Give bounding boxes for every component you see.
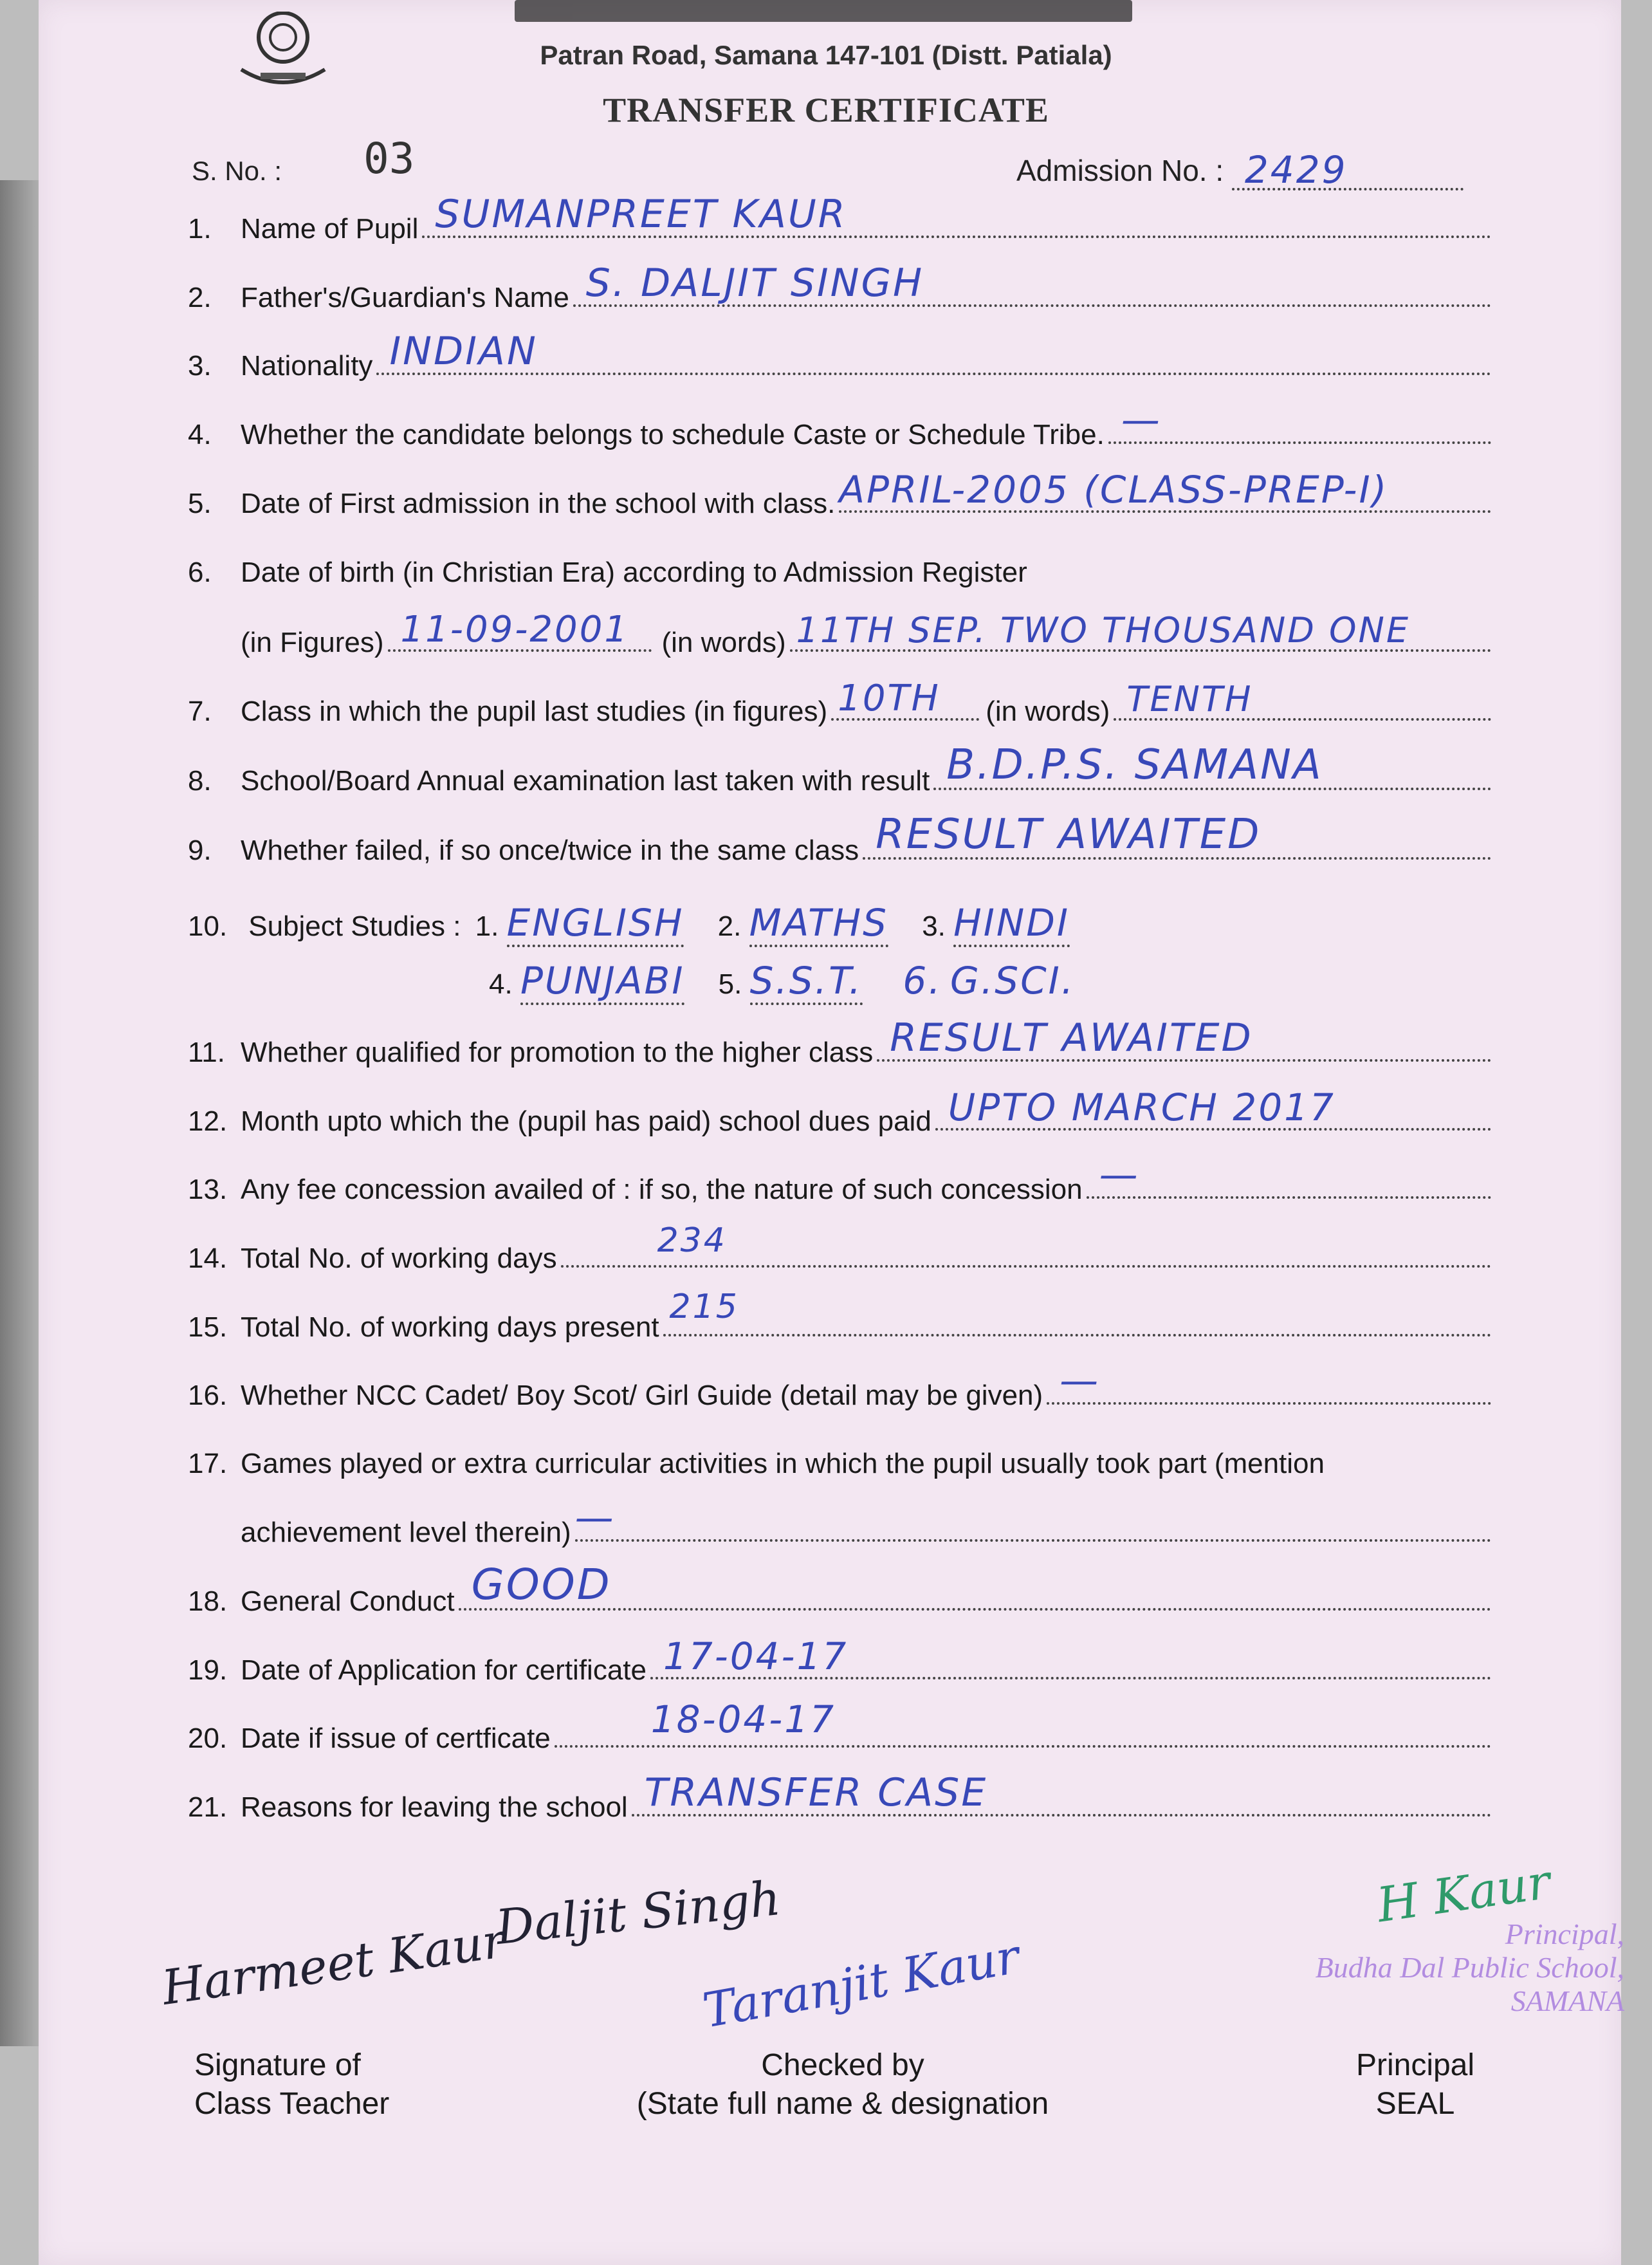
field-value-box [1087,1152,1491,1199]
field-row-14 [188,1221,1491,1275]
field-label: Month upto which the (pupil has paid) school dues paid [241,1105,932,1137]
field-value-box [933,741,1491,790]
field-row-1 [188,192,1491,245]
dob-words-box [790,610,1491,652]
issue-date-value: 18-04-17 [650,1697,836,1741]
affiliation-text [515,0,1132,1]
field-number: 10. [188,911,228,942]
field-label: Total No. of working days present [241,1311,659,1343]
field-value-box [663,1288,1491,1336]
field-row-13 [188,1152,1491,1206]
field-value-box [376,329,1491,375]
field-value-box [561,1221,1491,1268]
working-days-value: 234 [657,1221,727,1260]
field-number: 18. [188,1586,228,1617]
field-row-7 [188,678,1491,728]
field-label: Whether the candidate belongs to schedule Caste or Schedule Tribe. [241,419,1105,450]
achievement-value: — [574,1495,616,1540]
field-value-box [459,1560,1491,1611]
field-row-2 [188,261,1491,314]
checker-signature-1: Daljit Singh [493,1871,784,1955]
application-date-value: 17-04-17 [663,1634,849,1678]
subject-number: 5. [718,968,742,1000]
school-address: Patran Road, Samana 147-101 (Distt. Patiala) [540,40,1112,70]
field-value-box [863,811,1491,860]
field-row-10 [188,901,1491,945]
subject-number: 1. [475,911,499,942]
field-label: Whether NCC Cadet/ Boy Scot/ Girl Guide (detail may be given) [241,1380,1043,1411]
field-number: 9. [188,835,212,866]
field-value-box [650,1634,1491,1679]
field-number: 3. [188,350,212,382]
field-label: School/Board Annual examination last taken with result [241,765,930,797]
field-number: 13. [188,1174,228,1205]
promotion-value: RESULT AWAITED [890,1015,1253,1060]
subject-3: HINDI [953,901,1070,947]
admission-number [1016,148,1464,192]
failed-value: RESULT AWAITED [876,811,1262,858]
subject-6: G.SCI. [950,959,1076,1003]
checked-by-caption [611,2046,1074,2123]
field-label: Whether qualified for promotion to the higher class [241,1037,874,1068]
field-value-box [1047,1358,1491,1405]
page-title: TRANSFER CERTIFICATE [603,91,1049,129]
field-row-4 [188,398,1491,451]
dob-words-value: 11TH SEP. TWO THOUSAND ONE [796,610,1411,651]
field-label: Subject Studies : [248,911,461,942]
field-label: Class in which the pupil last studies (in figures) [241,696,828,727]
field-number: 5. [188,488,212,519]
field-label: Date of birth (in Christian Era) according to Admission Register [241,557,1027,588]
days-present-value: 215 [669,1288,739,1326]
subject-number: 4. [489,968,513,1000]
field-number: 2. [188,282,212,313]
field-value-box [422,192,1491,238]
field-row-12 [188,1086,1491,1138]
admission-label: Admission No. : [1016,154,1224,187]
field-row-11 [188,1015,1491,1069]
field-number: 6. [188,557,212,588]
field-value-box [573,261,1491,307]
field-number: 7. [188,696,212,727]
field-number: 12. [188,1105,228,1137]
field-number: 15. [188,1311,228,1343]
guardian-name-value: S. DALJIT SINGH [585,261,924,306]
class-words-box [1114,679,1491,721]
exam-result-value: B.D.P.S. SAMANA [946,741,1323,789]
field-label: Father's/Guardian's Name [241,282,569,313]
conduct-value: GOOD [471,1560,612,1609]
field-number: 19. [188,1654,228,1686]
field-number: 16. [188,1380,228,1411]
field-number: 17. [188,1448,228,1479]
class-words-value: TENTH [1126,679,1253,719]
stamp-line2: Budha Dal Public School, [1315,1951,1624,1984]
achievement-row [241,1495,1491,1549]
class-figures-box [831,678,979,721]
principal-line1: Principal [1355,2048,1475,2082]
subject-1: ENGLISH [507,901,684,947]
field-row-19 [188,1634,1491,1687]
field-row-20 [188,1697,1491,1755]
field-value-box [935,1086,1491,1131]
field-number: 14. [188,1243,228,1274]
subjects-row-2 [489,959,1491,1003]
field-label: Any fee concession availed of : if so, the nature of such concession [241,1174,1083,1205]
dob-words-label: (in words) [661,627,786,658]
field-value-box [877,1015,1491,1062]
stamp-line3: SAMANA [1510,1984,1624,2017]
field-row-18 [188,1560,1491,1618]
class-figures-value: 10TH [838,678,941,719]
class-teacher-signature: Harmeet Kaur [158,1913,509,2016]
first-admission-value: APRIL-2005 (CLASS-PREP-I) [839,468,1389,512]
field-number: 20. [188,1723,228,1754]
field-row-5 [188,468,1491,520]
field-row-17 [188,1448,1491,1480]
field-value-box [1108,398,1491,444]
principal-line2: SEAL [1375,2087,1455,2121]
dues-paid-value: UPTO MARCH 2017 [948,1086,1335,1129]
field-row-15 [188,1288,1491,1344]
subject-number: 3. [922,911,946,942]
achievement-box [574,1495,1491,1542]
dob-figures-box [388,609,652,652]
field-label: Date if issue of certficate [241,1723,551,1754]
field-label: Date of First admission in the school with class. [241,488,836,519]
class-teacher-line2: Class Teacher [194,2087,390,2121]
subject-number: 6. [903,959,942,1003]
affiliation-line [515,0,1132,22]
achievement-label: achievement level therein) [241,1517,571,1548]
caste-value: — [1121,398,1162,443]
pupil-name-value: SUMANPREET KAUR [435,192,847,237]
field-row-21 [188,1770,1491,1824]
admission-value: 2429 [1244,148,1348,192]
serial-label: S. No. : [192,156,282,186]
field-row-3 [188,329,1491,382]
ncc-value: — [1060,1358,1101,1403]
field-label: General Conduct [241,1586,455,1617]
field-label: Name of Pupil [241,213,419,245]
field-row-8 [188,741,1491,797]
field-value-box [839,468,1491,513]
field-label: Games played or extra curricular activities in which the pupil usually took part (mention [241,1448,1325,1479]
nationality-value: INDIAN [389,329,538,374]
checked-by-line2: (State full name & designation [636,2087,1049,2121]
class-teacher-caption [194,2046,389,2123]
field-label: Total No. of working days [241,1243,557,1274]
class-teacher-line1: Signature of [194,2048,361,2082]
class-words-label: (in words) [986,696,1110,727]
field-row-9 [188,811,1491,867]
school-seal-stamp [1251,1918,1624,2018]
dob-row [241,609,1491,659]
field-label: Nationality [241,350,373,382]
fee-concession-value: — [1099,1152,1140,1197]
field-number: 11. [188,1037,225,1068]
field-number: 21. [188,1791,228,1823]
field-value-box [555,1697,1491,1748]
subject-number: 2. [717,911,742,942]
checker-signature-2: Taranjit Kaur [699,1928,1023,2039]
field-row-16 [188,1358,1491,1412]
field-number: 8. [188,765,212,797]
field-label: Whether failed, if so once/twice in the same class [241,835,859,866]
principal-signature: H Kaur [1373,1854,1554,1934]
checked-by-line1: Checked by [761,2048,924,2082]
subject-5: S.S.T. [750,959,863,1005]
principal-caption [1341,2046,1489,2123]
field-label: Date of Application for certificate [241,1654,647,1686]
subject-4: PUNJABI [520,959,685,1005]
serial-number: 03 [363,134,415,183]
leaving-reason-value: TRANSFER CASE [644,1770,988,1815]
dob-figures-value: 11-09-2001 [400,609,629,651]
field-number: 4. [188,419,212,450]
dob-figures-label: (in Figures) [241,627,384,658]
stamp-line1: Principal, [1505,1918,1624,1950]
field-row-6 [188,557,1491,589]
subject-2: MATHS [749,901,888,947]
field-value-box [632,1770,1491,1817]
field-number: 1. [188,213,212,245]
field-label: Reasons for leaving the school [241,1791,628,1823]
